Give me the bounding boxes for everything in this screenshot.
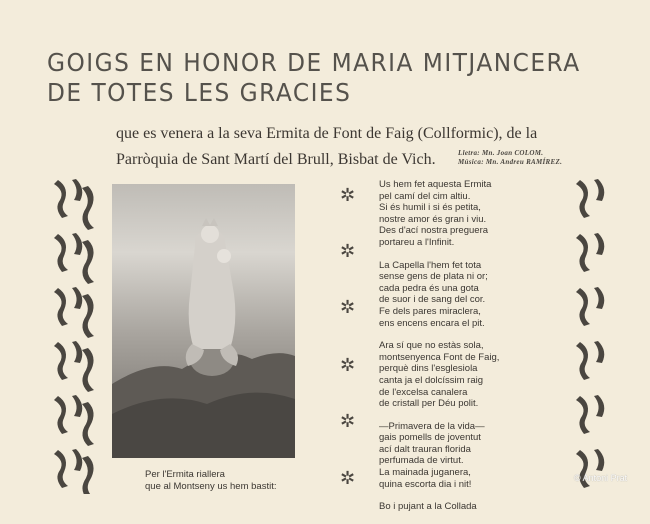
ornamental-star-icon: ✲: [340, 241, 356, 261]
verse-line: portareu a l'Infinit.: [379, 236, 455, 248]
virgin-statue-photo: [112, 184, 295, 458]
title: GOIGS EN HONOR DE MARIA MITJANCERA DE TOTES LES GRACIES: [47, 48, 581, 107]
verse-line: La Capella l'hem fet tota: [379, 259, 482, 271]
verse-1: [379, 179, 554, 249]
ornamental-star-icon: ✲: [340, 297, 356, 317]
verse-line: Bo i pujant a la Collada: [379, 501, 477, 513]
verse-line: ens encens encara el pit.: [379, 317, 485, 329]
lyrics-credit: Lletra: Mn. Joan COLOM.: [458, 149, 544, 157]
music-credit: Música: Mn. Andreu RAMÍREZ.: [458, 158, 563, 166]
verse-line: —Primavera de la vida—: [379, 420, 485, 432]
ornamental-star-icon: ✲: [340, 185, 356, 205]
verse-line: pel camí del cim altiu.: [379, 190, 471, 202]
credits: [458, 149, 562, 167]
verse-line: Us hem fet aquesta Ermita: [379, 179, 492, 190]
ornamental-border-icon: [572, 176, 632, 494]
verse-2: [379, 260, 554, 330]
verse-line: perfumada de virtut.: [379, 455, 464, 467]
verse-line: Ara sí que no estàs sola,: [379, 340, 484, 352]
ornamental-star-icon: ✲: [340, 355, 356, 375]
photo-caption: [145, 469, 277, 493]
verse-line: cada pedra és una gota: [379, 282, 479, 294]
verse-line: de l'excelsa canalera: [379, 386, 468, 398]
ornamental-border-icon: [50, 176, 110, 494]
verse-line: de cristall per Déu polit.: [379, 398, 479, 410]
verse-line: de suor i de sang del cor.: [379, 294, 486, 306]
verse-3: [379, 340, 554, 410]
verse-line: nostre amor és gran i viu.: [379, 213, 487, 225]
verse-line: canta ja el dolcíssim raig: [379, 374, 484, 386]
verse-line: Des d'ací nostra preguera: [379, 225, 489, 237]
verse-line: montsenyenca Font de Faig,: [379, 351, 500, 363]
caption-line-1: Per l'Ermita riallera: [145, 469, 225, 480]
verse-line: perquè dins l'esglesiola: [379, 363, 478, 375]
verses: [379, 179, 554, 524]
verse-line: Si és humil i si és petita,: [379, 202, 481, 214]
verse-line: gais pomells de joventut: [379, 432, 481, 444]
verse-line: quina escorta dia i nit!: [379, 478, 472, 490]
verse-line: ací dalt trauran florida: [379, 443, 471, 455]
verse-line: sense gens de plata ni or;: [379, 271, 488, 283]
verse-line: La mainada juganera,: [379, 467, 471, 479]
verse-5: [379, 501, 554, 513]
ornamental-star-icon: ✲: [340, 468, 356, 488]
caption-line-2: que al Montseny us hem bastit:: [145, 481, 277, 492]
ornamental-star-icon: ✲: [340, 411, 356, 431]
verse-markers: [335, 176, 375, 494]
subtitle: que es venera a la seva Ermita de Font de Faig (Collformic), de la Parròquia de Sant Martí del Brull, Bisbat de Vich.: [116, 125, 538, 168]
watermark: © Antoni Prat: [574, 473, 628, 483]
verse-line: Fe dels pares miraclera,: [379, 305, 481, 317]
verse-4: [379, 421, 554, 491]
